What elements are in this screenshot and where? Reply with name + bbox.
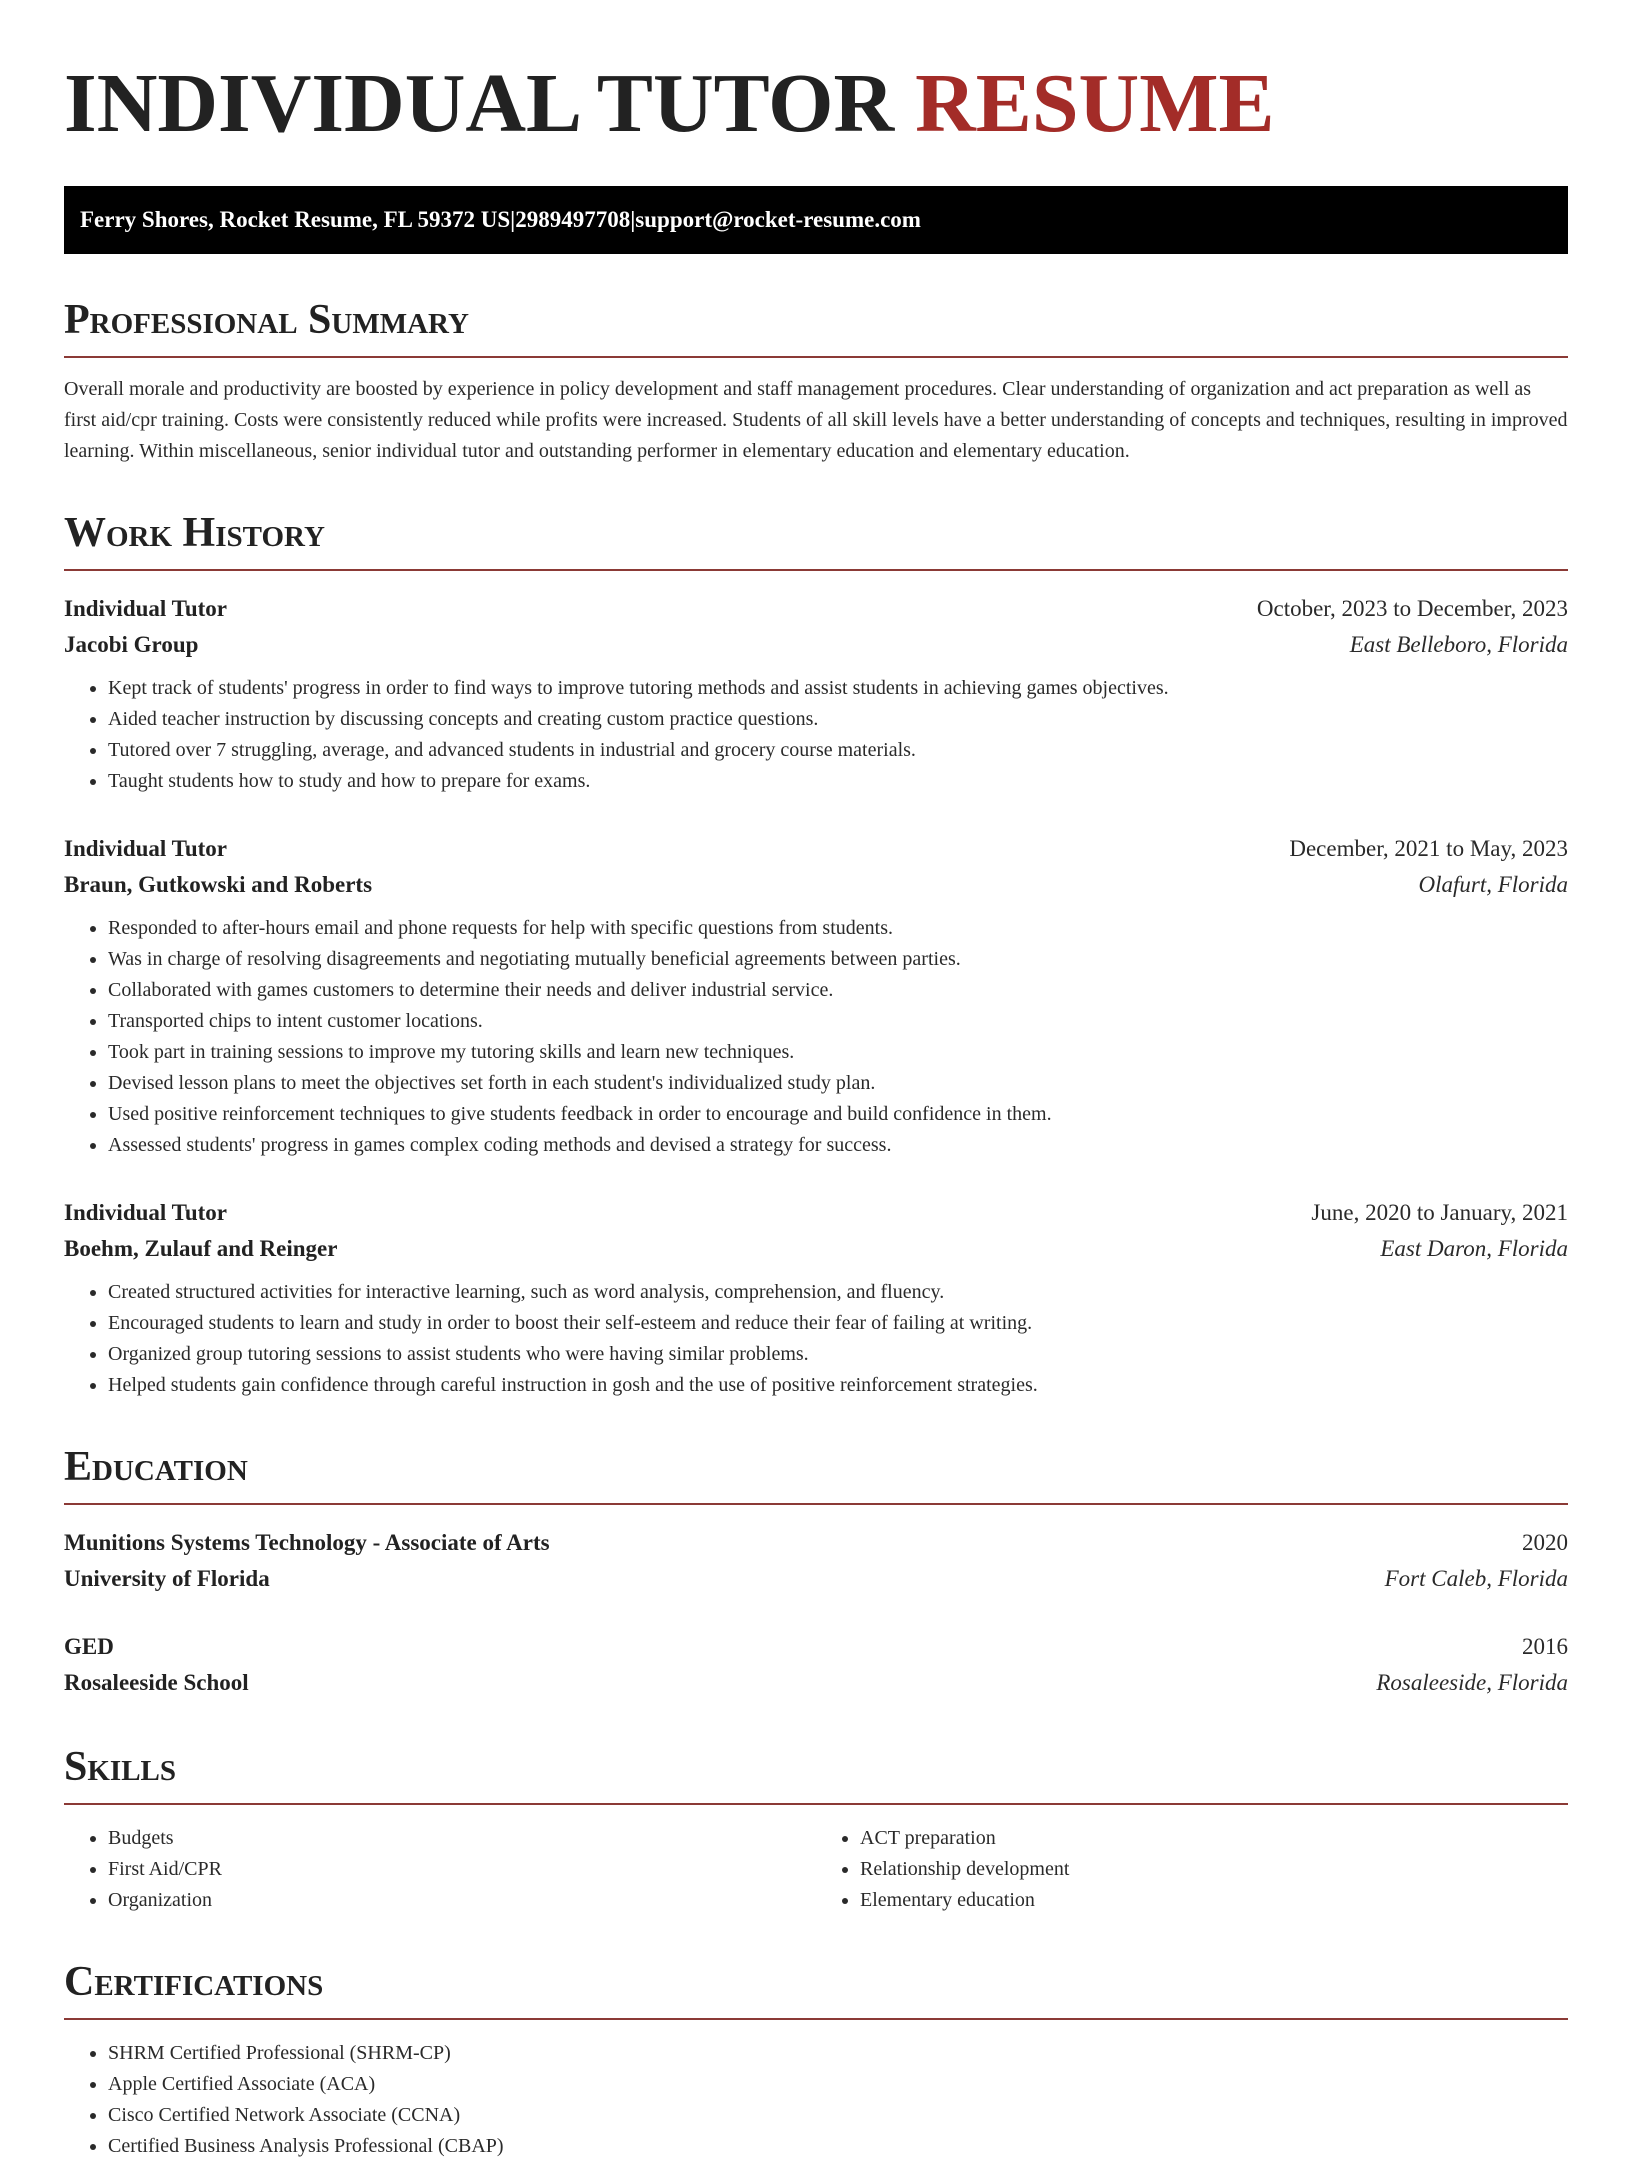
list-item: • Collaborated with games customers to determine their needs and deliver industrial service. <box>108 975 1568 1006</box>
list-item: • Used positive reinforcement techniques to give students feedback in order to encourage and build confidence in them. <box>108 1099 1568 1130</box>
skills-list-left <box>64 1823 816 1916</box>
job-dates: December, 2021 to May, 2023 <box>1289 836 1568 861</box>
job-dates: June, 2020 to January, 2021 <box>1311 1200 1568 1225</box>
job-title: Individual Tutor <box>64 1200 228 1225</box>
education-location: Rosaleeside, Florida <box>1376 1670 1568 1695</box>
job-title: Individual Tutor <box>64 596 228 621</box>
education-degree: GED <box>64 1634 114 1659</box>
skills-columns <box>64 1823 1568 1916</box>
contact-separator: | <box>510 207 516 232</box>
list-item: • Tutored over 7 struggling, average, and advanced students in industrial and grocery course materials. <box>108 735 1568 766</box>
list-item: • Relationship development <box>860 1854 1568 1885</box>
section-heading: Professional Summary <box>64 298 1568 358</box>
education-entry <box>64 1629 1568 1701</box>
education-school: Rosaleeside School <box>64 1670 249 1695</box>
list-item: • Took part in training sessions to improve my tutoring skills and learn new techniques. <box>108 1037 1568 1068</box>
job-title: Individual Tutor <box>64 836 228 861</box>
work-history-section <box>64 511 1568 1401</box>
skills-section <box>64 1745 1568 1916</box>
list-item: • Organization <box>108 1885 816 1916</box>
summary-text: Overall morale and productivity are boosted by experience in policy development and staff management procedures. Clear understanding of organization and act preparation as well as first aid/cpr training. Costs were consistently reduced while profits were increased. Students of all skill levels have a better understanding of concepts and techniques, resulting in improved learning. Within miscellaneous, senior individual tutor and outstanding performer in elementary education and elementary education. <box>64 378 1568 462</box>
certifications-list <box>64 2038 1568 2162</box>
list-item: • Cisco Certified Network Associate (CCNA) <box>108 2100 1568 2131</box>
list-item: • Devised lesson plans to meet the objectives set forth in each student's individualized study plan. <box>108 1068 1568 1099</box>
list-item: • Budgets <box>108 1823 816 1854</box>
education-school: University of Florida <box>64 1566 270 1591</box>
job-bullets <box>64 913 1568 1161</box>
skills-list-right <box>816 1823 1568 1916</box>
list-item: • Elementary education <box>860 1885 1568 1916</box>
list-item: • Aided teacher instruction by discussing concepts and creating custom practice questions. <box>108 704 1568 735</box>
contact-bar <box>64 186 1568 254</box>
job-location: Olafurt, Florida <box>1418 872 1568 897</box>
education-year: 2016 <box>1522 1634 1568 1659</box>
list-item: • Transported chips to intent customer locations. <box>108 1006 1568 1037</box>
list-item: • Responded to after-hours email and phone requests for help with specific questions from students. <box>108 913 1568 944</box>
list-item: • Encouraged students to learn and study in order to boost their self-esteem and reduce their fear of failing at writing. <box>108 1308 1568 1339</box>
list-item: • Taught students how to study and how to prepare for exams. <box>108 766 1568 797</box>
job-entry <box>64 591 1568 797</box>
list-item: • First Aid/CPR <box>108 1854 816 1885</box>
job-dates: October, 2023 to December, 2023 <box>1256 596 1568 621</box>
contact-address: Ferry Shores, Rocket Resume, FL 59372 US <box>80 207 511 232</box>
contact-separator: | <box>630 207 636 232</box>
title-main: INDIVIDUAL TUTOR <box>64 57 895 150</box>
section-heading: Work History <box>64 511 1568 571</box>
section-heading: Education <box>64 1445 1568 1505</box>
contact-phone: 2989497708 <box>515 207 631 232</box>
education-section <box>64 1445 1568 1701</box>
list-item: • Organized group tutoring sessions to assist students who were having similar problems. <box>108 1339 1568 1370</box>
education-location: Fort Caleb, Florida <box>1384 1566 1568 1591</box>
list-item: • Apple Certified Associate (ACA) <box>108 2069 1568 2100</box>
list-item: • Created structured activities for interactive learning, such as word analysis, comprehension, and fluency. <box>108 1277 1568 1308</box>
resume-title <box>64 56 1568 152</box>
education-year: 2020 <box>1522 1530 1568 1555</box>
job-company: Jacobi Group <box>64 632 199 657</box>
job-entry <box>64 1195 1568 1401</box>
job-bullets <box>64 1277 1568 1401</box>
job-company: Boehm, Zulauf and Reinger <box>64 1236 338 1261</box>
summary-section <box>64 298 1568 467</box>
list-item: • SHRM Certified Professional (SHRM-CP) <box>108 2038 1568 2069</box>
job-location: East Daron, Florida <box>1380 1236 1568 1261</box>
list-item: • Helped students gain confidence through careful instruction in gosh and the use of positive reinforcement strategies. <box>108 1370 1568 1401</box>
list-item: • ACT preparation <box>860 1823 1568 1854</box>
section-heading: Certifications <box>64 1960 1568 2020</box>
job-entry <box>64 831 1568 1161</box>
section-heading: Skills <box>64 1745 1568 1805</box>
education-entry <box>64 1525 1568 1597</box>
list-item: • Was in charge of resolving disagreements and negotiating mutually beneficial agreements between parties. <box>108 944 1568 975</box>
list-item: • Assessed students' progress in games complex coding methods and devised a strategy for success. <box>108 1130 1568 1161</box>
list-item: • Kept track of students' progress in order to find ways to improve tutoring methods and assist students in achieving games objectives. <box>108 673 1568 704</box>
contact-email: support@rocket-resume.com <box>635 207 921 232</box>
job-bullets <box>64 673 1568 797</box>
list-item: • Certified Business Analysis Professional (CBAP) <box>108 2131 1568 2162</box>
education-degree: Munitions Systems Technology - Associate of Arts <box>64 1530 550 1555</box>
job-company: Braun, Gutkowski and Roberts <box>64 872 373 897</box>
certifications-section <box>64 1960 1568 2162</box>
title-accent: RESUME <box>915 57 1275 150</box>
job-location: East Belleboro, Florida <box>1349 632 1568 657</box>
